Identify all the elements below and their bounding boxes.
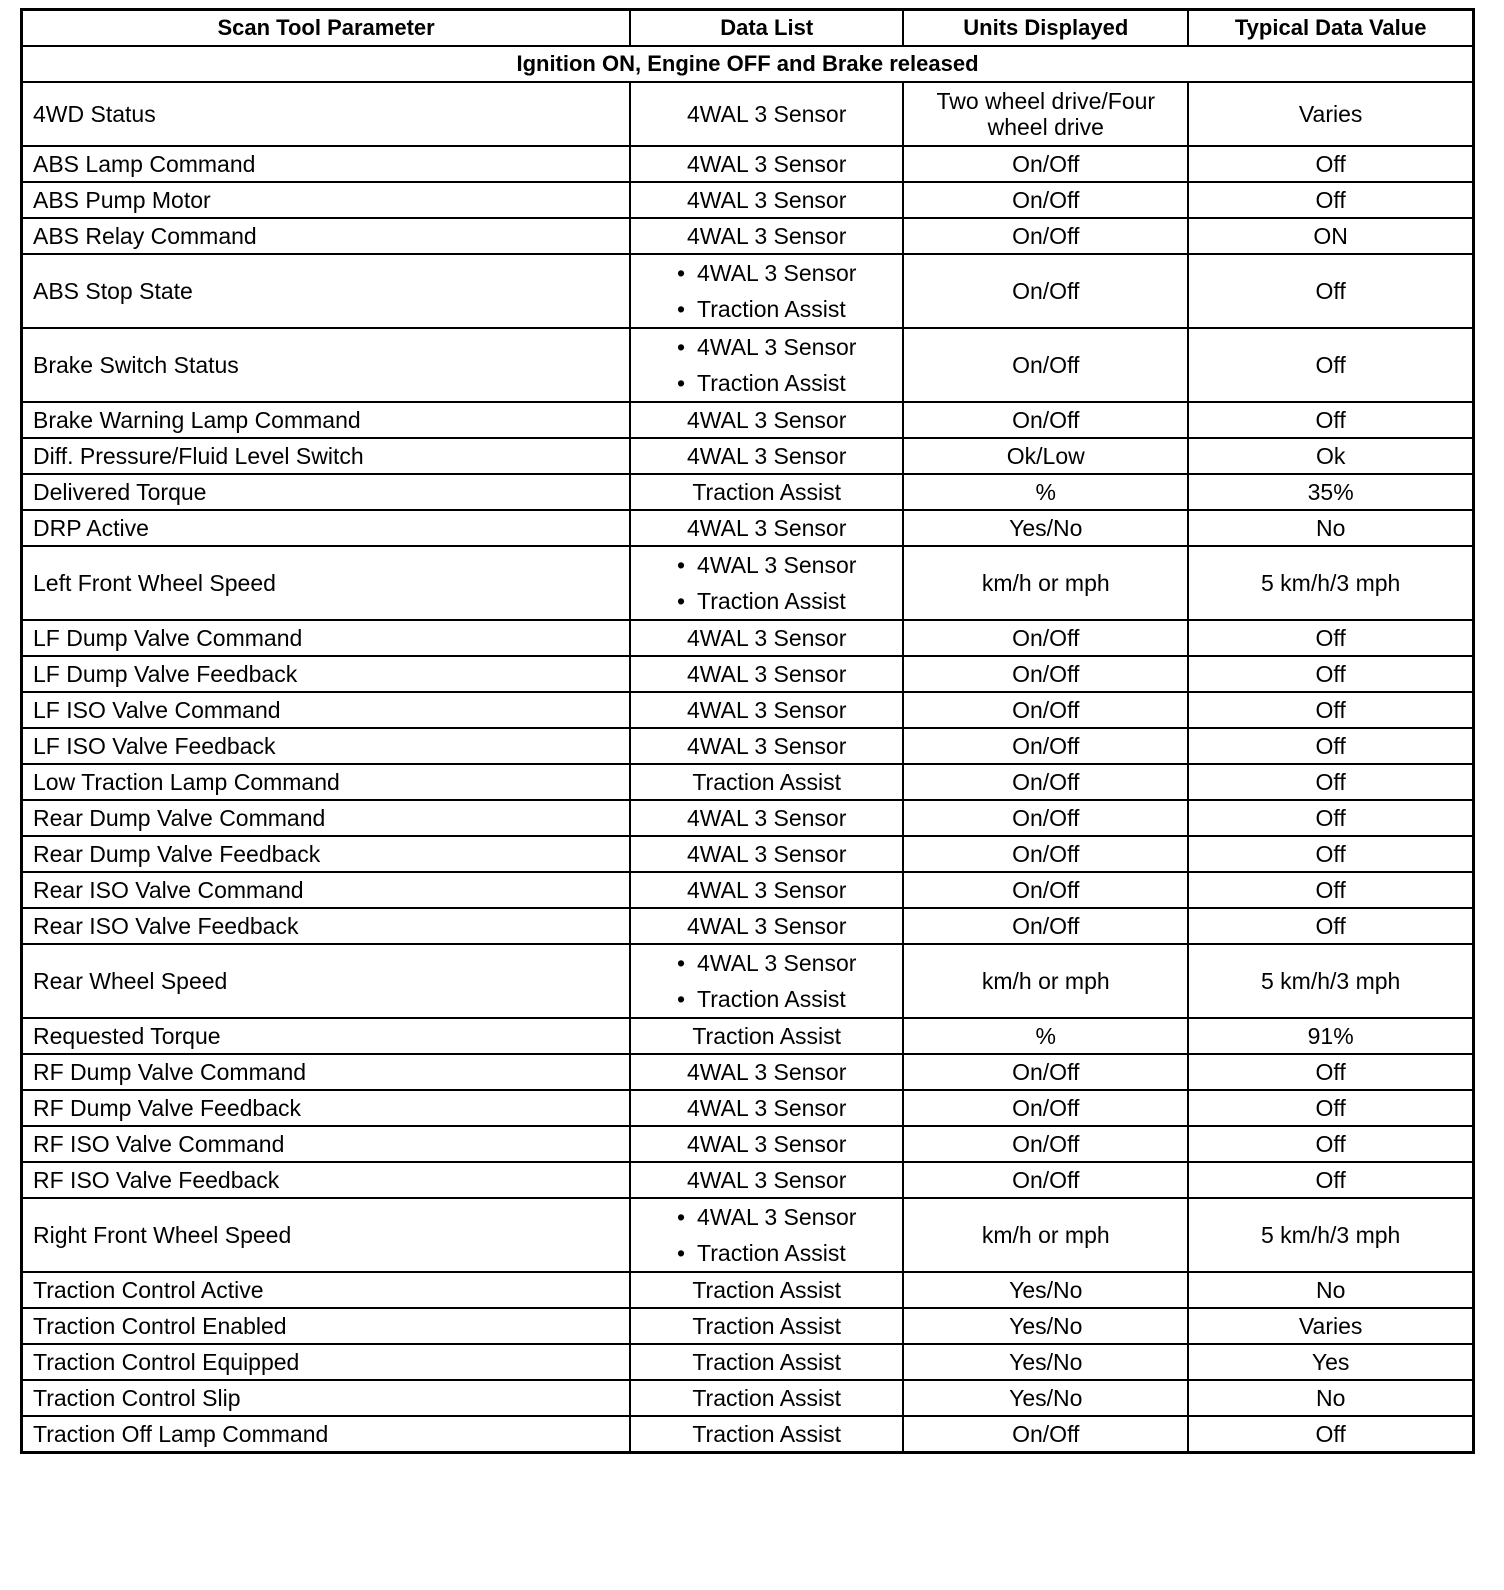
cell-units-displayed: On/Off [903,254,1188,328]
cell-data-list: 4WAL 3 Sensor [630,1126,903,1162]
cell-units-displayed: On/Off [903,728,1188,764]
cell-parameter: Diff. Pressure/Fluid Level Switch [22,438,631,474]
cell-units-displayed: On/Off [903,764,1188,800]
cell-typical-value: 91% [1188,1018,1473,1054]
cell-typical-value: Off [1188,146,1473,182]
data-list-bullet-item: • 4WAL 3 Sensor [677,255,856,291]
cell-units-displayed: % [903,474,1188,510]
cell-parameter: Traction Control Enabled [22,1308,631,1344]
cell-data-list: 4WAL 3 Sensor [630,402,903,438]
table-row [22,1054,1474,1090]
cell-units-displayed: km/h or mph [903,546,1188,620]
cell-parameter: DRP Active [22,510,631,546]
cell-data-list: 4WAL 3 Sensor [630,438,903,474]
cell-units-displayed: On/Off [903,908,1188,944]
data-list-bullets [677,547,856,619]
data-list-bullets [677,329,856,401]
cell-data-list: Traction Assist [630,474,903,510]
cell-parameter: Low Traction Lamp Command [22,764,631,800]
data-list-bullet-item: • Traction Assist [677,1235,856,1271]
cell-data-list: Traction Assist [630,1380,903,1416]
cell-data-list: Traction Assist [630,1272,903,1308]
table-row [22,474,1474,510]
header-row [22,10,1474,47]
cell-typical-value: Off [1188,836,1473,872]
data-list-bullet-item: • 4WAL 3 Sensor [677,547,856,583]
cell-data-list [630,1198,903,1272]
table-row [22,692,1474,728]
data-list-bullet-item: • Traction Assist [677,365,856,401]
cell-parameter: ABS Lamp Command [22,146,631,182]
cell-data-list: 4WAL 3 Sensor [630,872,903,908]
cell-units-displayed: On/Off [903,800,1188,836]
cell-data-list: 4WAL 3 Sensor [630,692,903,728]
data-list-bullet-item: • 4WAL 3 Sensor [677,329,856,365]
cell-parameter: Brake Warning Lamp Command [22,402,631,438]
cell-data-list: Traction Assist [630,1018,903,1054]
cell-parameter: Brake Switch Status [22,328,631,402]
cell-typical-value: Off [1188,692,1473,728]
cell-data-list: 4WAL 3 Sensor [630,836,903,872]
table-row [22,1308,1474,1344]
cell-data-list: 4WAL 3 Sensor [630,656,903,692]
cell-data-list: Traction Assist [630,1308,903,1344]
header-typical-data-value: Typical Data Value [1188,10,1473,47]
data-list-bullet-item: • 4WAL 3 Sensor [677,1199,856,1235]
cell-typical-value: Off [1188,328,1473,402]
cell-units-displayed: On/Off [903,692,1188,728]
table-row [22,218,1474,254]
cell-typical-value: Off [1188,656,1473,692]
table-row [22,1272,1474,1308]
cell-typical-value: Off [1188,908,1473,944]
section-title: Ignition ON, Engine OFF and Brake released [22,46,1474,82]
cell-data-list: Traction Assist [630,1416,903,1453]
table-row [22,620,1474,656]
table-row [22,1126,1474,1162]
cell-data-list: 4WAL 3 Sensor [630,1162,903,1198]
table-row [22,510,1474,546]
cell-data-list: Traction Assist [630,764,903,800]
data-list-bullet-item: • Traction Assist [677,981,856,1017]
cell-data-list [630,546,903,620]
cell-parameter: Traction Control Slip [22,1380,631,1416]
cell-typical-value: 35% [1188,474,1473,510]
cell-parameter: Rear Wheel Speed [22,944,631,1018]
cell-typical-value: ON [1188,218,1473,254]
cell-typical-value: Off [1188,1090,1473,1126]
table-row [22,764,1474,800]
cell-units-displayed: Yes/No [903,1344,1188,1380]
scan-tool-data-table [20,8,1475,1454]
cell-parameter: LF Dump Valve Command [22,620,631,656]
cell-data-list: 4WAL 3 Sensor [630,908,903,944]
table-row [22,1198,1474,1272]
table-row [22,1416,1474,1453]
cell-typical-value: Off [1188,1416,1473,1453]
header-scan-tool-parameter: Scan Tool Parameter [22,10,631,47]
cell-parameter: Rear ISO Valve Command [22,872,631,908]
cell-parameter: Rear ISO Valve Feedback [22,908,631,944]
section-row [22,46,1474,82]
cell-typical-value: Off [1188,620,1473,656]
cell-data-list: 4WAL 3 Sensor [630,82,903,146]
cell-typical-value: Off [1188,1162,1473,1198]
cell-parameter: ABS Relay Command [22,218,631,254]
cell-typical-value: Off [1188,254,1473,328]
data-list-bullets [677,255,856,327]
table-row [22,254,1474,328]
cell-units-displayed: Yes/No [903,1308,1188,1344]
table-row [22,328,1474,402]
cell-data-list: 4WAL 3 Sensor [630,510,903,546]
table-row [22,1344,1474,1380]
cell-units-displayed: On/Off [903,872,1188,908]
cell-data-list [630,328,903,402]
table-row [22,836,1474,872]
cell-units-displayed: On/Off [903,836,1188,872]
cell-units-displayed: On/Off [903,620,1188,656]
cell-units-displayed: On/Off [903,146,1188,182]
cell-data-list: 4WAL 3 Sensor [630,728,903,764]
table-row [22,82,1474,146]
cell-data-list [630,254,903,328]
cell-parameter: Left Front Wheel Speed [22,546,631,620]
data-list-bullet-item: • Traction Assist [677,291,856,327]
cell-units-displayed: On/Off [903,1054,1188,1090]
cell-data-list: 4WAL 3 Sensor [630,146,903,182]
cell-data-list: 4WAL 3 Sensor [630,800,903,836]
cell-parameter: LF ISO Valve Command [22,692,631,728]
cell-typical-value: Ok [1188,438,1473,474]
cell-units-displayed: Ok/Low [903,438,1188,474]
cell-data-list: 4WAL 3 Sensor [630,1054,903,1090]
cell-typical-value: 5 km/h/3 mph [1188,944,1473,1018]
table-row [22,1162,1474,1198]
table-body [22,46,1474,1453]
cell-data-list [630,944,903,1018]
table-row [22,546,1474,620]
cell-units-displayed: Yes/No [903,1380,1188,1416]
table-row [22,908,1474,944]
table-row [22,728,1474,764]
cell-parameter: 4WD Status [22,82,631,146]
cell-units-displayed: On/Off [903,1416,1188,1453]
table-row [22,800,1474,836]
cell-units-displayed: Yes/No [903,510,1188,546]
cell-units-displayed: On/Off [903,1126,1188,1162]
data-list-bullet-item: • Traction Assist [677,583,856,619]
cell-units-displayed: % [903,1018,1188,1054]
cell-typical-value: No [1188,1380,1473,1416]
cell-data-list: 4WAL 3 Sensor [630,1090,903,1126]
cell-units-displayed: On/Off [903,402,1188,438]
cell-typical-value: Off [1188,872,1473,908]
cell-units-displayed: On/Off [903,1162,1188,1198]
cell-typical-value: Varies [1188,82,1473,146]
cell-typical-value: Off [1188,800,1473,836]
cell-typical-value: No [1188,1272,1473,1308]
cell-parameter: ABS Stop State [22,254,631,328]
cell-units-displayed: On/Off [903,182,1188,218]
cell-parameter: Requested Torque [22,1018,631,1054]
table-row [22,146,1474,182]
cell-parameter: Rear Dump Valve Command [22,800,631,836]
cell-typical-value: Off [1188,402,1473,438]
table-row [22,1380,1474,1416]
cell-data-list: 4WAL 3 Sensor [630,182,903,218]
table-row [22,402,1474,438]
cell-parameter: RF ISO Valve Command [22,1126,631,1162]
cell-typical-value: Varies [1188,1308,1473,1344]
cell-units-displayed: On/Off [903,656,1188,692]
header-units-displayed: Units Displayed [903,10,1188,47]
cell-parameter: Delivered Torque [22,474,631,510]
table-row [22,182,1474,218]
data-list-bullet-item: • 4WAL 3 Sensor [677,945,856,981]
cell-typical-value: 5 km/h/3 mph [1188,546,1473,620]
cell-typical-value: Off [1188,728,1473,764]
cell-typical-value: Off [1188,1126,1473,1162]
cell-parameter: LF ISO Valve Feedback [22,728,631,764]
cell-typical-value: Off [1188,1054,1473,1090]
table-header [22,10,1474,47]
cell-typical-value: 5 km/h/3 mph [1188,1198,1473,1272]
table-row [22,1090,1474,1126]
cell-data-list: 4WAL 3 Sensor [630,218,903,254]
cell-data-list: 4WAL 3 Sensor [630,620,903,656]
table-row [22,656,1474,692]
data-list-bullets [677,945,856,1017]
cell-typical-value: Yes [1188,1344,1473,1380]
cell-data-list: Traction Assist [630,1344,903,1380]
cell-parameter: Traction Control Active [22,1272,631,1308]
cell-parameter: LF Dump Valve Feedback [22,656,631,692]
table-row [22,872,1474,908]
cell-typical-value: Off [1188,182,1473,218]
cell-units-displayed: On/Off [903,218,1188,254]
cell-units-displayed: Two wheel drive/Four wheel drive [903,82,1188,146]
table-row [22,438,1474,474]
cell-units-displayed: Yes/No [903,1272,1188,1308]
cell-typical-value: Off [1188,764,1473,800]
cell-parameter: RF Dump Valve Command [22,1054,631,1090]
cell-parameter: ABS Pump Motor [22,182,631,218]
cell-parameter: Right Front Wheel Speed [22,1198,631,1272]
table-row [22,1018,1474,1054]
cell-parameter: Rear Dump Valve Feedback [22,836,631,872]
header-data-list: Data List [630,10,903,47]
cell-parameter: Traction Off Lamp Command [22,1416,631,1453]
cell-parameter: RF ISO Valve Feedback [22,1162,631,1198]
cell-parameter: Traction Control Equipped [22,1344,631,1380]
cell-parameter: RF Dump Valve Feedback [22,1090,631,1126]
cell-units-displayed: On/Off [903,1090,1188,1126]
cell-units-displayed: km/h or mph [903,1198,1188,1272]
cell-typical-value: No [1188,510,1473,546]
cell-units-displayed: On/Off [903,328,1188,402]
cell-units-displayed: km/h or mph [903,944,1188,1018]
table-row [22,944,1474,1018]
data-list-bullets [677,1199,856,1271]
